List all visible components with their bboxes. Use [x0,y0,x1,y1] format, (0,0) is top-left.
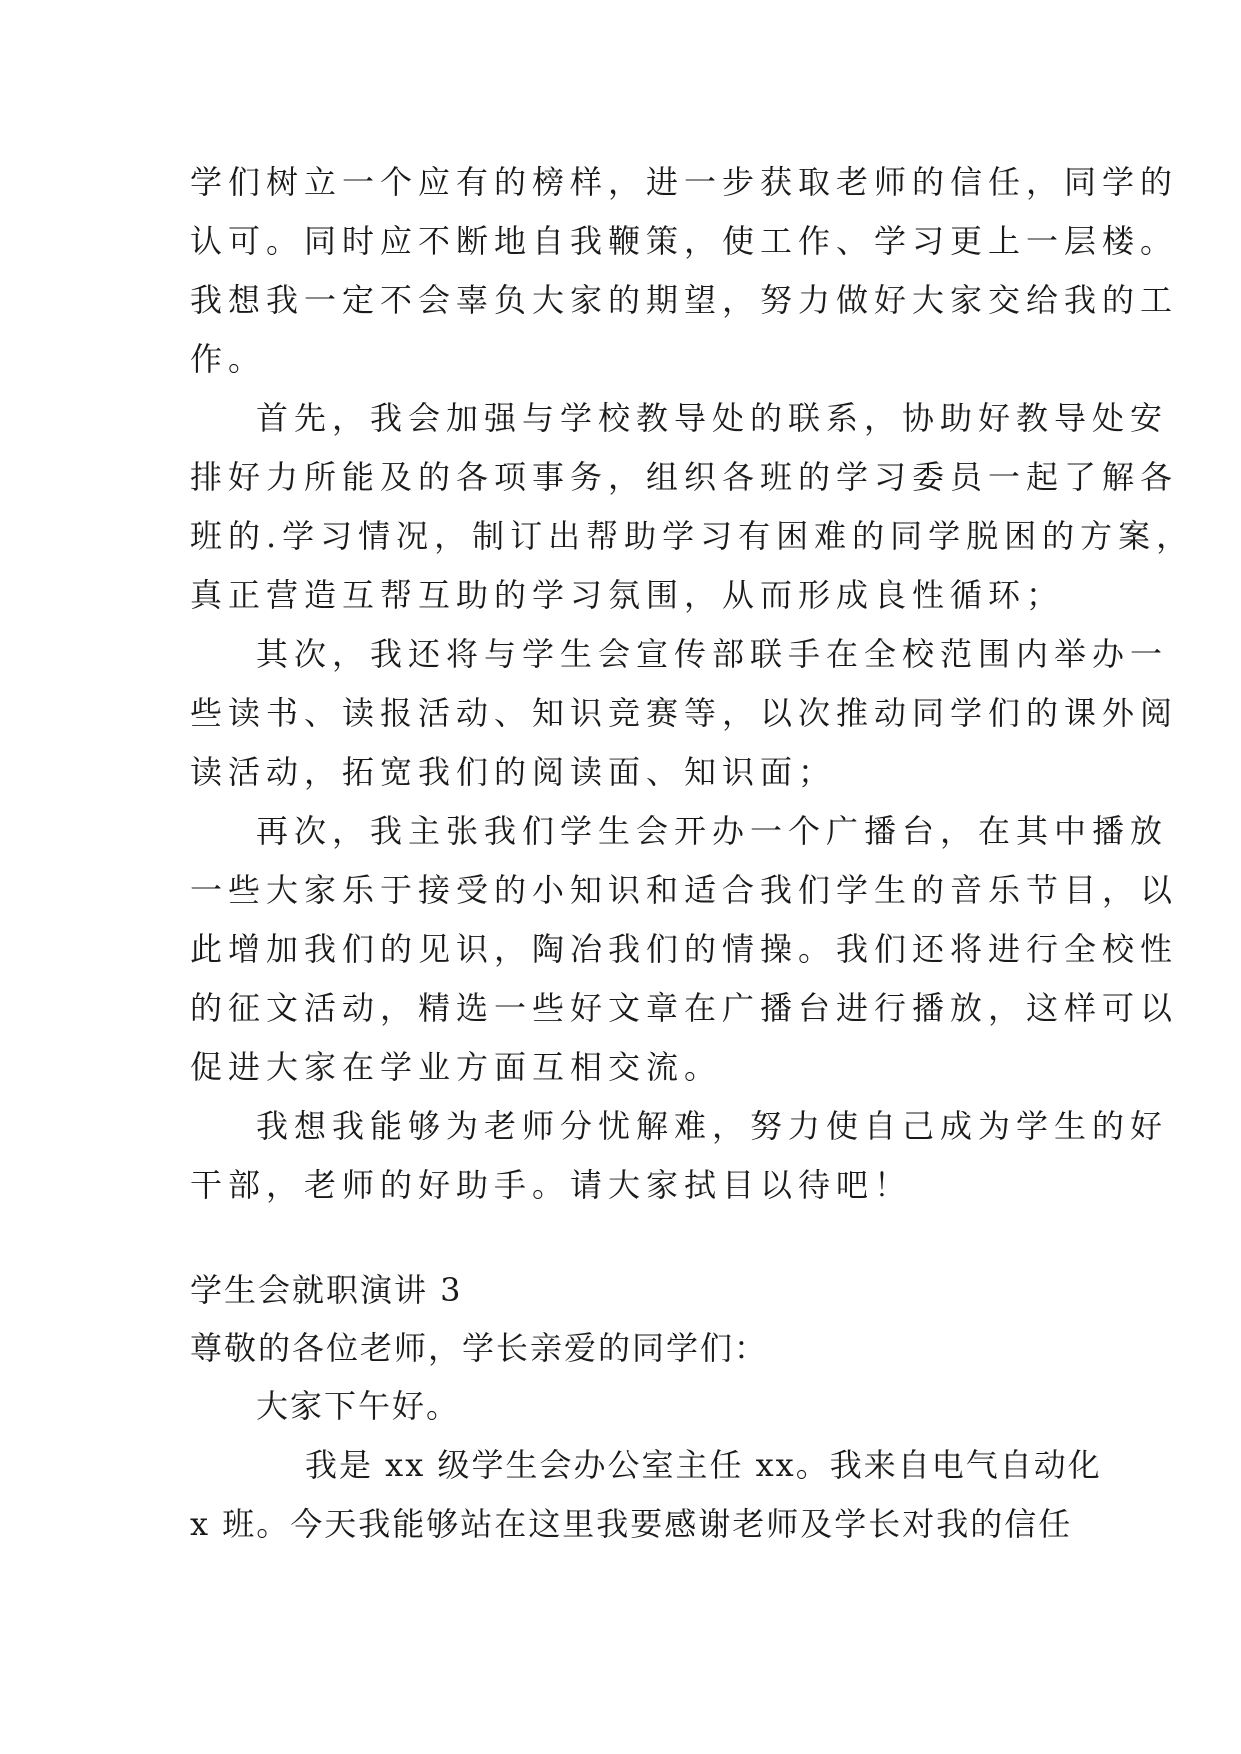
greeting: 大家下午好。 [256,1387,461,1425]
paragraph-6-line-2: x 班。今天我能够站在这里我要感谢老师及学长对我的信任 [190,1505,1073,1543]
paragraph-1-line-3: 我想我一定不会辜负大家的期望，努力做好大家交给我的工 [190,281,1179,319]
paragraph-3-line-1: 其次，我还将与学生会宣传部联手在全校范围内举办一 [256,635,1169,673]
paragraph-4-line-3: 此增加我们的见识，陶冶我们的情操。我们还将进行全校性 [190,930,1179,968]
salutation: 尊敬的各位老师，学长亲爱的同学们： [190,1329,769,1367]
paragraph-5-line-2: 干部，老师的好助手。请大家拭目以待吧！ [190,1166,913,1204]
paragraph-4-line-1: 再次，我主张我们学生会开办一个广播台，在其中播放 [256,812,1169,850]
paragraph-2-line-1: 首先，我会加强与学校教导处的联系，协助好教导处安 [256,399,1169,437]
paragraph-4-line-4: 的征文活动，精选一些好文章在广播台进行播放，这样可以 [190,989,1179,1027]
paragraph-3-line-2: 些读书、读报活动、知识竞赛等，以次推动同学们的课外阅 [190,694,1179,732]
paragraph-1-line-2: 认可。同时应不断地自我鞭策，使工作、学习更上一层楼。 [190,222,1179,260]
paragraph-1-line-1: 学们树立一个应有的榜样，进一步获取老师的信任，同学的 [190,163,1179,201]
paragraph-3-line-3: 读活动，拓宽我们的阅读面、知识面； [190,753,837,791]
paragraph-4-line-2: 一些大家乐于接受的小知识和适合我们学生的音乐节目，以 [190,871,1179,909]
paragraph-4-line-5: 促进大家在学业方面互相交流。 [190,1048,723,1086]
paragraph-2-line-2: 排好力所能及的各项事务，组织各班的学习委员一起了解各 [190,458,1179,496]
section-title: 学生会就职演讲 3 [190,1271,463,1309]
paragraph-2-line-4: 真正营造互帮互助的学习氛围，从而形成良性循环； [190,576,1065,614]
paragraph-1-line-4: 作。 [190,340,267,378]
paragraph-5-line-1: 我想我能够为老师分忧解难，努力使自己成为学生的好 [256,1107,1169,1145]
paragraph-2-line-3: 班的.学习情况，制订出帮助学习有困难的同学脱困的方案， [190,517,1195,555]
paragraph-6-line-1: 我是 xx 级学生会办公室主任 xx。我来自电气自动化 [305,1446,1102,1484]
